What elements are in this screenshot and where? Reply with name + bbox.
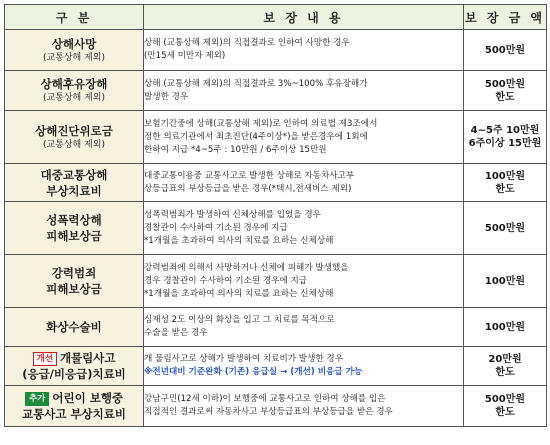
amount-line: 한도 (495, 91, 515, 103)
coverage-description (144, 111, 464, 164)
amount-line: 100만원 (484, 275, 526, 287)
benefit-name-text: 성폭력상해 (46, 213, 102, 227)
coverage-amount (464, 202, 547, 255)
description-line: 개 물림사고로 상해가 발생하여 치료비가 발생한 경우 (144, 354, 344, 364)
coverage-description (144, 386, 464, 427)
amount-line: 6주이상 15만원 (468, 138, 542, 149)
amount-line: 한도 (495, 407, 515, 418)
benefit-name-sub: (교통상해 제외) (42, 93, 106, 103)
header-category: 구 분 (5, 5, 144, 30)
coverage-amount (464, 255, 547, 308)
coverage-description (144, 30, 464, 71)
benefit-name-cell (5, 202, 144, 255)
benefit-name-sub: 피해보상금 (46, 229, 102, 243)
coverage-description (144, 347, 464, 386)
benefit-name-sub: (교통상해 제외) (42, 139, 106, 150)
description-line: (만15세 미만자 제외) (144, 51, 226, 61)
amount-line: 500만원 (484, 78, 526, 90)
benefit-name-sub: (응급/비응급)치료비 (22, 367, 126, 381)
benefit-name-text: 상해사망 (51, 36, 97, 51)
amount-line: 100만원 (484, 170, 526, 182)
coverage-amount (464, 71, 547, 111)
description-line: 수술을 받은 경우 (144, 328, 208, 338)
coverage-amount (464, 164, 547, 202)
benefit-name (5, 212, 143, 228)
benefit-name-text: 화상수술비 (46, 320, 102, 334)
coverage-amount (464, 347, 547, 386)
benefit-name-cell (5, 111, 144, 164)
benefit-name-cell (5, 308, 144, 347)
amount-line: 500만원 (484, 44, 526, 56)
benefits-table (4, 4, 547, 427)
table-row (5, 386, 547, 427)
benefit-name (5, 390, 143, 406)
benefit-name-text: 상해후유장해 (40, 77, 108, 91)
header-coverage: 보 장 내 용 (144, 5, 464, 30)
benefit-name-text: 개물림사고 (59, 351, 116, 365)
description-line: 상해 (교통상해 제외)의 직접결과로 3%~100% 후유장해가 (144, 78, 368, 89)
coverage-amount (464, 308, 547, 347)
amount-line: 한도 (495, 367, 515, 378)
benefit-name-cell (5, 164, 144, 202)
description-line: 발생한 경우 (144, 91, 189, 102)
table-row (5, 30, 547, 71)
benefit-name-text: 대중교통상해 (40, 167, 108, 182)
description-line: 정한 의료기관에서 최초진단(4주이상*)을 받은경우에 1회에 (144, 131, 368, 142)
benefit-name-sub: (교통상해 제외) (42, 52, 106, 63)
benefit-name (5, 167, 143, 183)
description-line: 강남구민(12세 이하)이 보행중에 교통사고로 인하여 상해를 입은 (144, 394, 386, 404)
coverage-description (144, 164, 464, 202)
amount-line: 100만원 (484, 321, 526, 333)
benefit-name-cell (5, 255, 144, 308)
benefit-name-cell (5, 30, 144, 71)
table-header-row (5, 5, 547, 30)
benefit-name-text: 어린이 보행중 (52, 391, 124, 405)
description-line: 경찰관이 수사하여 기소된 경우에 지급 (144, 222, 288, 233)
table-row (5, 164, 547, 202)
coverage-description (144, 71, 464, 111)
description-line: 성폭력범죄가 발생하여 신체상해를 입었을 경우 (144, 209, 321, 220)
benefit-name-cell (5, 386, 144, 427)
coverage-description (144, 255, 464, 308)
description-line: *1개월을 초과하여 의사의 치료를 요하는 신체상해 (144, 288, 334, 299)
description-line: 보험기간중에 상해(교통상해 제외)로 인하여 의료법 제3조에서 (144, 118, 378, 129)
description-line: 상해 (교통상해 제외)의 직접결과로 인하여 사망한 경우 (144, 38, 350, 48)
description-line: 한하여 지급 *4~5주 : 10만원 / 6주이상 15만원 (144, 144, 327, 155)
coverage-description (144, 202, 464, 255)
benefit-name (5, 36, 143, 52)
benefit-name-sub: 피해보상금 (46, 282, 102, 296)
amount-line: 500만원 (484, 394, 526, 405)
amount-line: 한도 (495, 183, 515, 195)
table-row (5, 255, 547, 308)
description-line: 강력범죄에 의해서 사망하거나 신체에 피해가 발생했을 (144, 262, 349, 273)
description-line: 직접적인 결과로써 자동차사고 부상등급표의 부상등급을 받은 경우 (144, 407, 393, 417)
benefit-name (5, 76, 143, 92)
highlight-note: ※전년대비 기준완화 (기존) 응급실 → (개선) 비응급 가능 (144, 367, 363, 377)
benefit-name-cell (5, 347, 144, 386)
coverage-amount (464, 30, 547, 71)
benefit-name (5, 319, 143, 335)
benefit-name-text: 강력범죄 (51, 266, 97, 280)
coverage-amount (464, 111, 547, 164)
benefit-name-sub: 교통사고 부상치료비 (22, 407, 126, 421)
benefit-name-sub: 부상치료비 (46, 183, 102, 198)
table-row (5, 111, 547, 164)
table-row (5, 71, 547, 111)
description-line: 상등급표의 부상등급을 받은 경우(*택시,전세버스 제외) (144, 183, 352, 194)
benefit-name-cell (5, 71, 144, 111)
table-row (5, 202, 547, 255)
benefit-name (5, 265, 143, 281)
coverage-description (144, 308, 464, 347)
amount-line: 500만원 (484, 222, 526, 234)
description-line: 심재성 2도 이상의 화상을 입고 그 치료를 목적으로 (144, 315, 335, 325)
coverage-amount (464, 386, 547, 427)
table-row (5, 347, 547, 386)
header-amount: 보 장 금 액 (464, 5, 547, 30)
benefit-name-text: 상해진단위로금 (35, 123, 113, 138)
description-line: *1개월을 초과하여 의사의 치료를 요하는 신체상해 (144, 235, 334, 246)
table-row (5, 308, 547, 347)
status-badge: 추가 (25, 392, 49, 406)
description-line: 경우 경찰관이 수사하여 기소된 경우에 지급 (144, 275, 308, 286)
status-badge: 개선 (33, 352, 57, 366)
amount-line: 4~5주 10만원 (470, 125, 540, 136)
description-line: 대중교통이용중 교통사고로 발생한 상해로 자동차사고부 (144, 170, 355, 181)
amount-line: 20만원 (488, 354, 522, 365)
benefit-name (5, 350, 143, 366)
benefit-name (5, 123, 143, 139)
